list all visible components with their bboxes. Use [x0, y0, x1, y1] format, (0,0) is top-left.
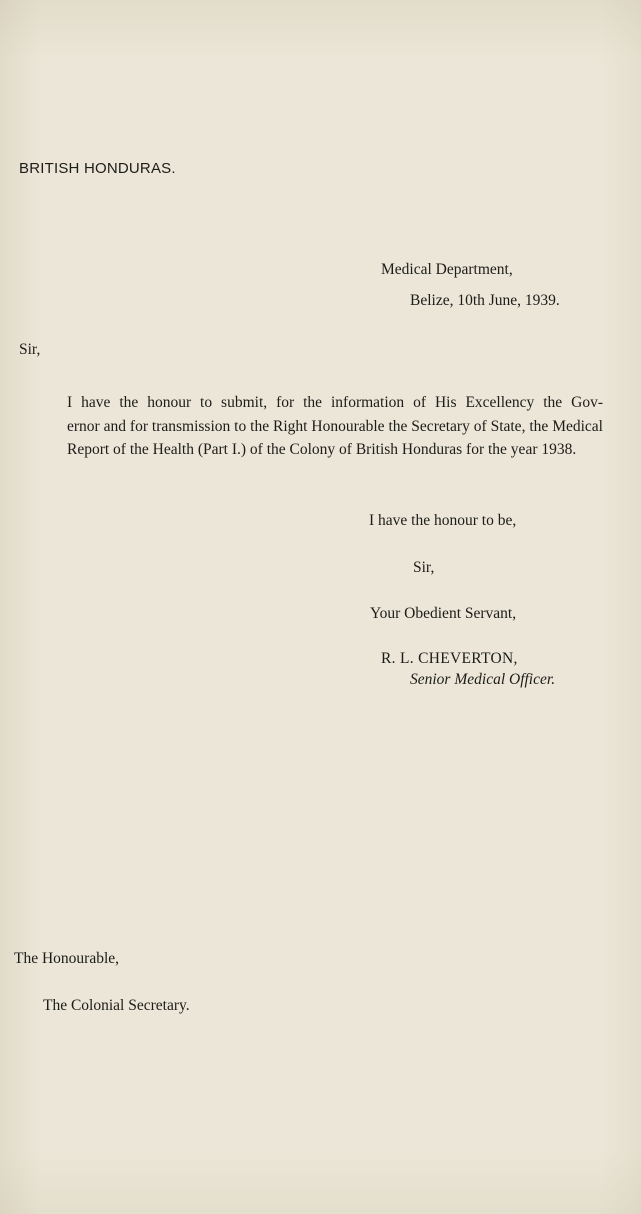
signatory-name: R. L. CHEVERTON, — [381, 650, 518, 667]
body-line: I have the honour to submit, for the information of His Excellency the Gov- — [67, 394, 603, 411]
body-line: Report of the Health (Part I.) of the Colony of British Honduras for the year 1938. — [67, 441, 577, 458]
body-line: ernor and for transmission to the Right Honourable the Secretary of State, the Medical — [67, 417, 603, 435]
signatory-title: Senior Medical Officer. — [410, 671, 556, 688]
sender-department: Medical Department, — [381, 261, 513, 278]
closing-valediction: Your Obedient Servant, — [370, 605, 517, 622]
salutation: Sir, — [19, 341, 41, 358]
closing-salutation: Sir, — [413, 559, 435, 576]
place-and-date: Belize, 10th June, 1939. — [410, 292, 560, 309]
closing-line: I have the honour to be, — [369, 512, 517, 529]
addressee-line: The Honourable, — [14, 950, 120, 967]
letter-heading: BRITISH HONDURAS. — [19, 160, 176, 177]
addressee-line: The Colonial Secretary. — [43, 997, 190, 1014]
letter-body — [19, 391, 603, 462]
